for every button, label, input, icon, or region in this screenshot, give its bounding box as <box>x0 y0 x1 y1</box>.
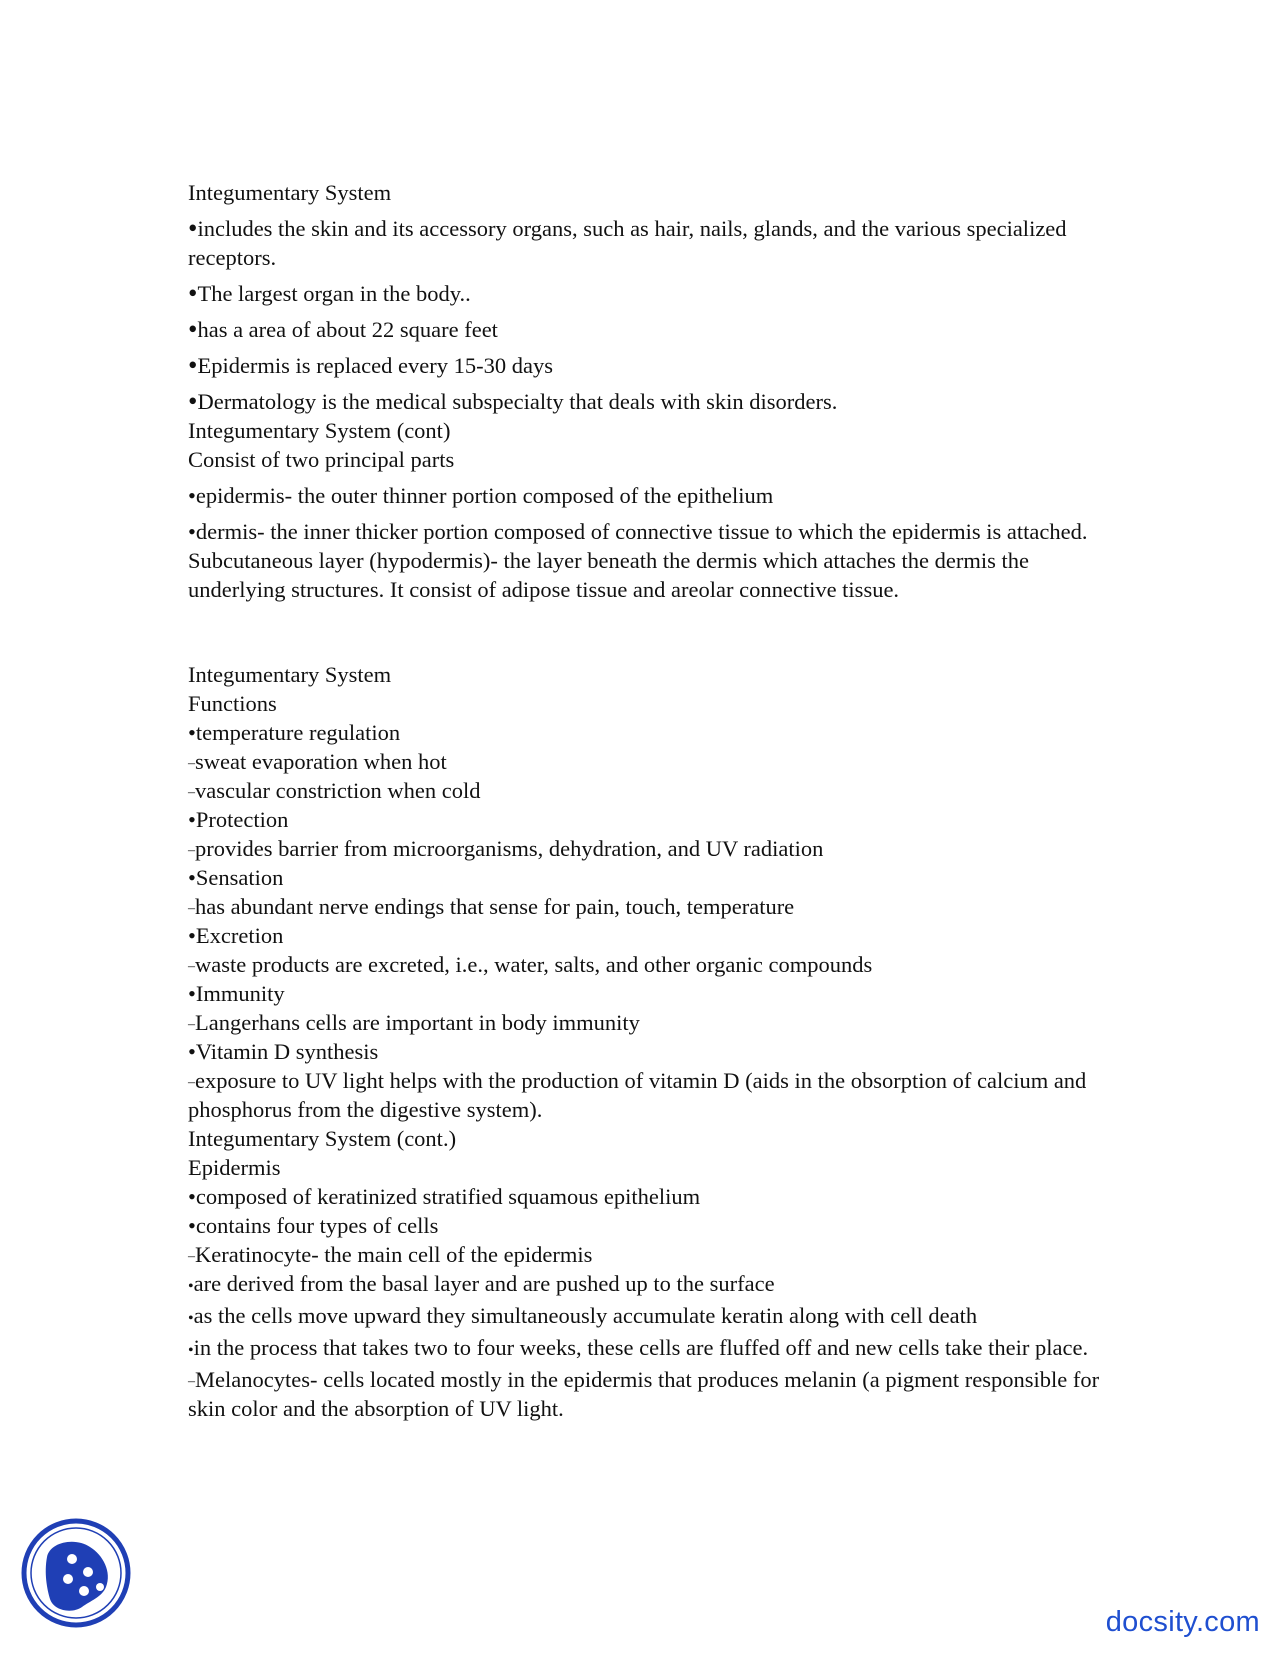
bullet-marker: • <box>188 1039 196 1064</box>
bullet-item: •Protection <box>188 807 289 832</box>
section-subtitle: Functions <box>188 691 277 716</box>
bullet-item: •are derived from the basal layer and are pushed up to the surface <box>188 1271 775 1296</box>
dash-marker: – <box>188 785 195 800</box>
dash-marker: – <box>188 1374 195 1389</box>
bullet-marker: • <box>188 981 196 1006</box>
dash-item: –has abundant nerve endings that sense for pain, touch, temperature <box>188 894 795 919</box>
bullet-marker: • <box>188 519 196 544</box>
docsity-logo-icon[interactable] <box>20 1517 132 1629</box>
dash-marker: – <box>188 843 195 858</box>
section-title: Integumentary System <box>188 180 392 205</box>
section-title: Integumentary System (cont) <box>188 418 451 443</box>
dash-item: –vascular constriction when cold <box>188 778 481 803</box>
bullet-marker: • <box>188 720 196 745</box>
dash-item: –Keratinocyte- the main cell of the epidermis <box>188 1242 593 1267</box>
section-subtitle: Consist of two principal parts <box>188 447 455 472</box>
bullet-item: •temperature regulation <box>188 720 401 745</box>
bullet-marker: • <box>188 350 198 380</box>
dash-marker: – <box>188 1075 195 1090</box>
docsity-logo-svg <box>20 1517 132 1629</box>
section-gap <box>188 604 1108 660</box>
bullet-item: •Vitamin D synthesis <box>188 1039 379 1064</box>
dash-item: –sweat evaporation when hot <box>188 749 447 774</box>
bullet-marker: • <box>188 314 198 344</box>
dash-item: –exposure to UV light helps with the production of vitamin D (aids in the obsorption of calcium and phosphorus from the digestive system). <box>188 1068 1087 1122</box>
bullet-marker: • <box>188 1184 196 1209</box>
dash-marker: – <box>188 959 195 974</box>
bullet-marker: • <box>188 1278 194 1295</box>
bullet-item: •dermis- the inner thicker portion composed of connective tissue to which the epidermis is attached. <box>188 519 1088 544</box>
bullet-marker: • <box>188 1342 194 1359</box>
dash-marker: – <box>188 901 195 916</box>
bullet-marker: • <box>188 923 196 948</box>
bullet-item: •has a area of about 22 square feet <box>188 314 498 344</box>
section-title: Integumentary System <box>188 662 392 687</box>
dash-item: –provides barrier from microorganisms, dehydration, and UV radiation <box>188 836 824 861</box>
bullet-item: •Sensation <box>188 865 284 890</box>
bullet-item: •Immunity <box>188 981 285 1006</box>
bullet-item: •Epidermis is replaced every 15-30 days <box>188 350 553 380</box>
docsity-watermark[interactable]: docsity.com <box>1105 1606 1260 1638</box>
bullet-item: •Dermatology is the medical subspecialty that deals with skin disorders. <box>188 386 838 416</box>
dash-item: –waste products are excreted, i.e., water, salts, and other organic compounds <box>188 952 873 977</box>
bullet-item: •composed of keratinized stratified squamous epithelium <box>188 1184 701 1209</box>
bullet-item: •contains four types of cells <box>188 1213 439 1238</box>
bullet-marker: • <box>188 865 196 890</box>
bullet-marker: • <box>188 1213 196 1238</box>
bullet-marker: • <box>188 386 198 416</box>
section-title: Integumentary System (cont.) <box>188 1126 457 1151</box>
dash-marker: – <box>188 1017 195 1032</box>
bullet-item: •as the cells move upward they simultaneously accumulate keratin along with cell death <box>188 1303 978 1328</box>
bullet-item: •epidermis- the outer thinner portion composed of the epithelium <box>188 483 774 508</box>
bullet-item: •includes the skin and its accessory organs, such as hair, nails, glands, and the various specialized receptors. <box>188 213 1067 270</box>
bullet-marker: • <box>188 483 196 508</box>
bullet-marker: • <box>188 807 196 832</box>
dash-item: –Melanocytes- cells located mostly in the epidermis that produces melanin (a pigment responsible for skin color and the absorption of UV light. <box>188 1367 1100 1421</box>
bullet-marker: • <box>188 1310 194 1327</box>
bullet-item: •in the process that takes two to four weeks, these cells are fluffed off and new cells take their place. <box>188 1335 1089 1360</box>
bullet-item: •Excretion <box>188 923 284 948</box>
bullet-item: •The largest organ in the body.. <box>188 278 471 308</box>
paragraph: Subcutaneous layer (hypodermis)- the layer beneath the dermis which attaches the dermis the underlying structures. It consist of adipose tissue and areolar connective tissue. <box>188 548 1029 602</box>
dash-marker: – <box>188 1249 195 1264</box>
dash-marker: – <box>188 756 195 771</box>
dash-item: –Langerhans cells are important in body immunity <box>188 1010 640 1035</box>
document-body <box>188 178 1108 1423</box>
bullet-marker: • <box>188 213 198 243</box>
bullet-marker: • <box>188 278 198 308</box>
section-subtitle: Epidermis <box>188 1155 281 1180</box>
